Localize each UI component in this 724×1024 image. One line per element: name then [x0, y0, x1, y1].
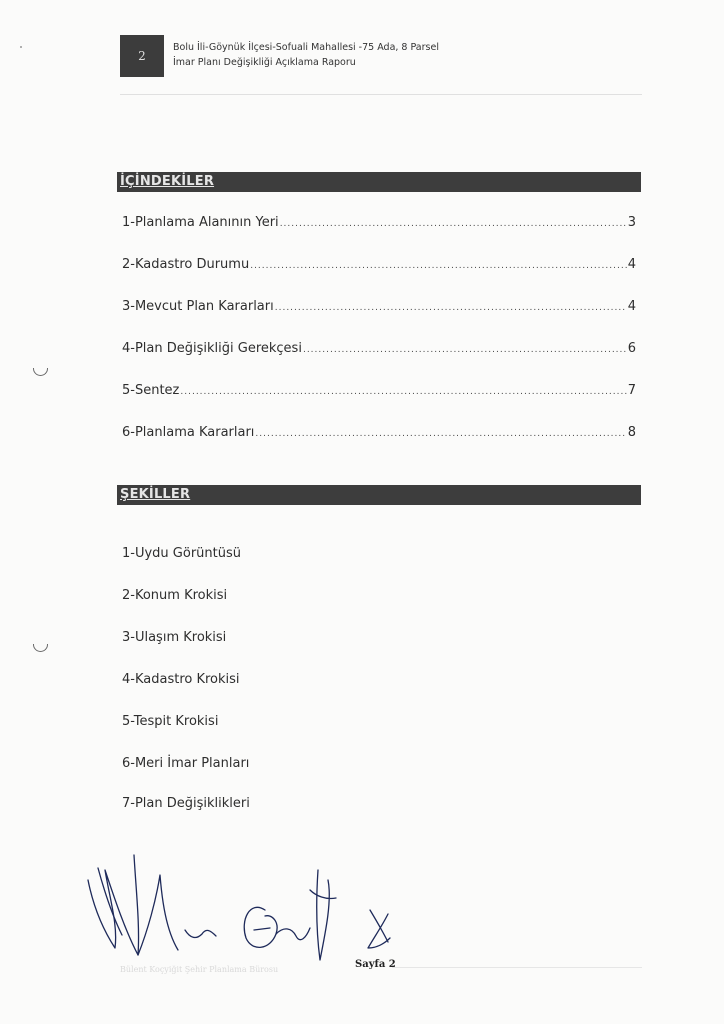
toc-entry[interactable]	[122, 257, 636, 277]
toc-entry-page: 3	[627, 215, 636, 230]
scan-speck	[20, 46, 22, 48]
figure-list-item: 3-Ulaşım Krokisi	[122, 630, 227, 645]
header-title	[173, 40, 439, 70]
contents-heading-bar	[117, 172, 641, 192]
toc-entry-page: 4	[627, 257, 636, 272]
handwritten-signature	[70, 830, 410, 980]
header-line-1: Bolu İli-Göynük İlçesi-Sofuali Mahallesi -75 Ada, 8 Parsel	[173, 42, 439, 53]
toc-entry[interactable]	[122, 383, 636, 403]
footer-page-label: Sayfa 2	[355, 959, 396, 970]
toc-entry[interactable]	[122, 215, 636, 235]
toc-entry-page: 4	[627, 299, 636, 314]
toc-entry-page: 6	[627, 341, 636, 356]
toc-leader-dots	[250, 261, 627, 271]
figure-list-item: 4-Kadastro Krokisi	[122, 672, 240, 687]
toc-entry[interactable]	[122, 299, 636, 319]
header-page-number: 2	[120, 35, 164, 77]
toc-entry-page: 8	[627, 425, 636, 440]
toc-entry-page: 7	[627, 383, 636, 398]
toc-entry-title: 4-Plan Değişikliği Gerekçesi	[122, 341, 302, 356]
toc-leader-dots	[280, 219, 627, 229]
toc-leader-dots	[275, 303, 627, 313]
footer-office-name: Bülent Koçyiğit Şehir Planlama Bürosu	[120, 965, 279, 974]
toc-leader-dots	[180, 387, 626, 397]
footer-divider	[392, 967, 642, 968]
contents-heading: İÇİNDEKİLER	[120, 174, 215, 189]
figures-heading: ŞEKİLLER	[120, 487, 191, 502]
toc-entry[interactable]	[122, 341, 636, 361]
toc-entry-title: 2-Kadastro Durumu	[122, 257, 250, 272]
figure-list-item: 7-Plan Değişiklikleri	[122, 796, 250, 811]
toc-entry-title: 3-Mevcut Plan Kararları	[122, 299, 274, 314]
punch-hole-mark	[33, 644, 48, 652]
punch-hole-mark	[33, 368, 48, 376]
toc-leader-dots	[255, 429, 626, 439]
toc-entry-title: 6-Planlama Kararları	[122, 425, 255, 440]
figures-heading-bar	[117, 485, 641, 505]
toc-entry[interactable]	[122, 425, 636, 445]
toc-entry-title: 5-Sentez	[122, 383, 180, 398]
figure-list-item: 6-Meri İmar Planları	[122, 756, 250, 771]
toc-leader-dots	[303, 345, 627, 355]
figure-list-item: 1-Uydu Görüntüsü	[122, 546, 241, 561]
figure-list-item: 5-Tespit Krokisi	[122, 714, 219, 729]
figure-list-item: 2-Konum Krokisi	[122, 588, 228, 603]
header-divider	[120, 94, 642, 95]
toc-entry-title: 1-Planlama Alanının Yeri	[122, 215, 279, 230]
header-line-2: İmar Planı Değişikliği Açıklama Raporu	[173, 57, 356, 68]
